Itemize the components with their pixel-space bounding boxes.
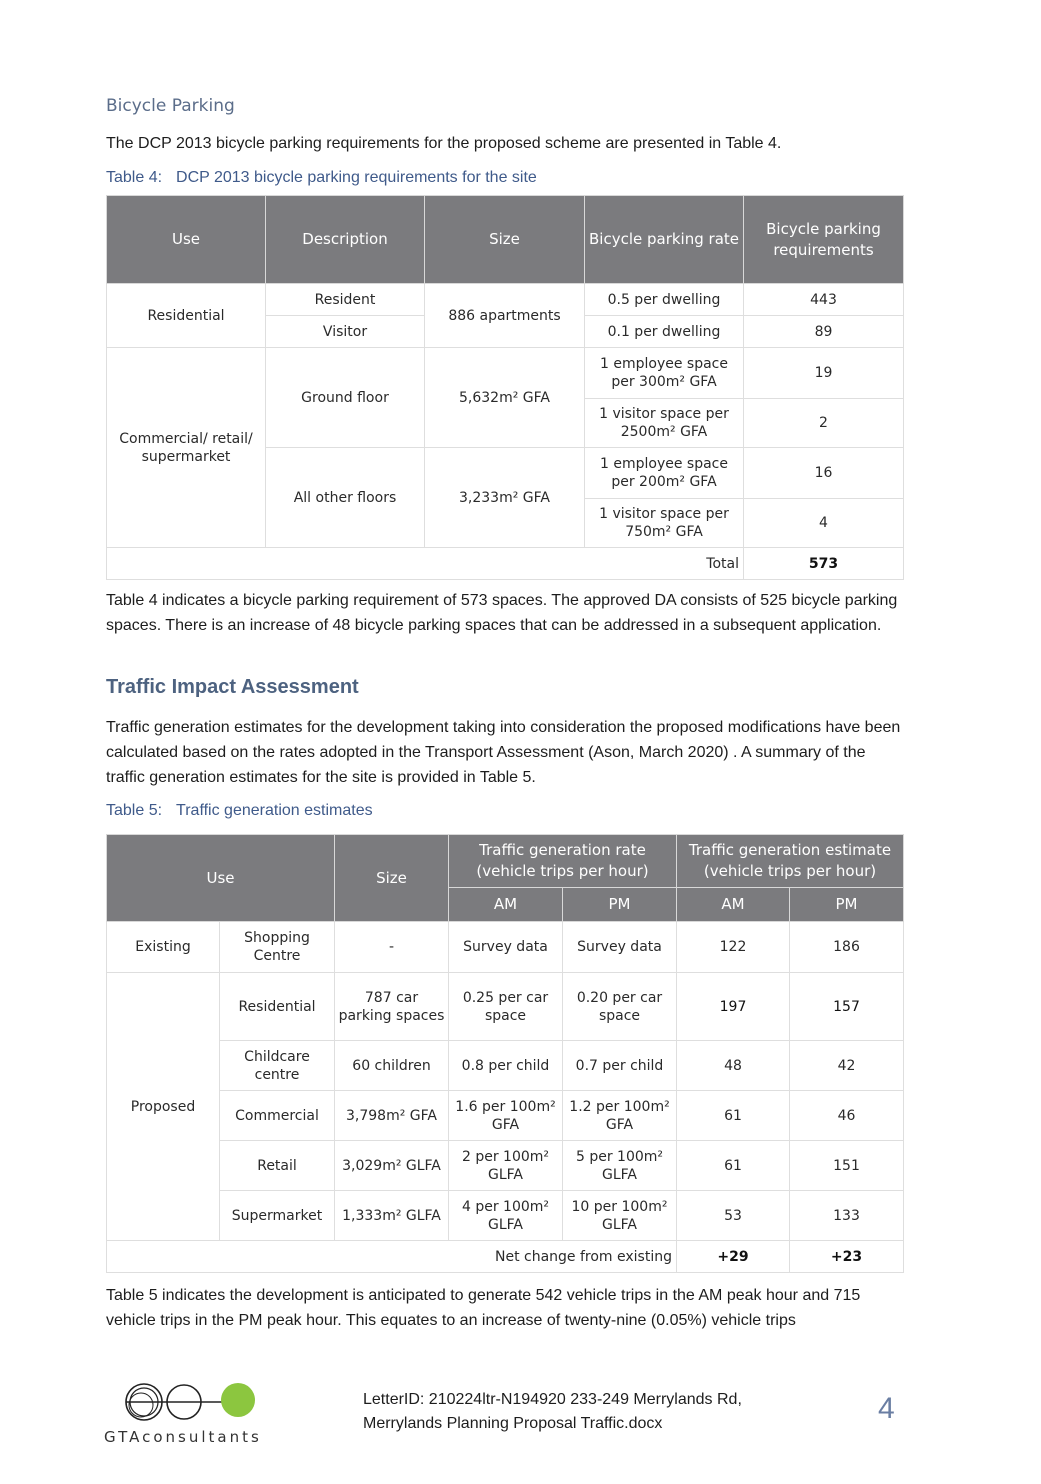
cell-estimate-am: 197 [677,973,790,1041]
traffic-paragraph: Traffic generation estimates for the development taking into consideration the proposed modifications have been calculated based on the rates adopted in the Transport Assessment (Ason, March 2020) . A summary of the traffic generation estimates for the site is provided in Table 5. [106,719,901,786]
header-generation-estimate: Traffic generation estimate (vehicle trips per hour) [677,835,904,888]
section-heading-traffic-impact: Traffic Impact Assessment [106,676,359,698]
table5-caption-text: Traffic generation estimates [176,802,373,819]
cell-use-residential: Residential [107,284,266,348]
cell-rate-other-employee: 1 employee space per 200m² GFA [585,448,744,499]
cell-estimate-pm: 186 [790,922,904,973]
cell-estimate-am: 53 [677,1191,790,1241]
bicycle-parking-table [106,195,904,580]
cell-rate-am: 0.8 per child [449,1041,563,1091]
cell-size: - [335,922,449,973]
cell-size: 3,798m² GFA [335,1091,449,1141]
cell-req-visitor: 89 [744,316,904,348]
cell-rate-am: Survey data [449,922,563,973]
cell-rate-pm: 5 per 100m² GLFA [563,1141,677,1191]
table-total-row [107,548,904,580]
table5-caption-number: Table 5: [106,802,163,819]
header-size: Size [425,196,585,284]
cell-net-change-label: Net change from existing [107,1241,677,1273]
cell-rate-ground-visitor: 1 visitor space per 2500m² GFA [585,399,744,448]
cell-size-other-floors: 3,233m² GFA [425,448,585,548]
paragraph-after-table5: Table 5 indicates the development is anticipated to generate 542 vehicle trips in the AM peak hour and 715 vehicle trips in the PM peak hour. This equates to an increase of twenty-nine (0.05%) vehicle trips [106,1287,861,1329]
header-requirements: Bicycle parking requirements [744,196,904,284]
cell-size: 60 children [335,1041,449,1091]
intro-paragraph: The DCP 2013 bicycle parking requirements for the proposed scheme are presented in Table 4. [106,135,782,152]
cell-group-proposed: Proposed [107,973,220,1241]
cell-rate-resident: 0.5 per dwelling [585,284,744,316]
cell-use: Supermarket [220,1191,335,1241]
cell-rate-pm: Survey data [563,922,677,973]
cell-rate-ground-employee: 1 employee space per 300m² GFA [585,348,744,399]
cell-estimate-am: 61 [677,1141,790,1191]
traffic-generation-table [106,834,904,1273]
table4-caption-text: DCP 2013 bicycle parking requirements for the site [176,169,537,186]
footer-letter-id-line2: Merrylands Planning Proposal Traffic.docx [363,1415,663,1432]
cell-desc-visitor: Visitor [266,316,425,348]
gta-consultants-logo [104,1378,279,1448]
cell-req-ground-visitor: 2 [744,399,904,448]
cell-use: Commercial [220,1091,335,1141]
cell-use: Residential [220,973,335,1041]
cell-size-residential: 886 apartments [425,284,585,348]
cell-use: Retail [220,1141,335,1191]
cell-net-change-am: +29 [677,1241,790,1273]
cell-rate-am: 4 per 100m² GLFA [449,1191,563,1241]
cell-rate-pm: 1.2 per 100m² GFA [563,1091,677,1141]
cell-estimate-pm: 46 [790,1091,904,1141]
cell-desc-resident: Resident [266,284,425,316]
cell-estimate-pm: 157 [790,973,904,1041]
header-rate-am: AM [449,888,563,922]
cell-rate-other-visitor: 1 visitor space per 750m² GFA [585,499,744,548]
logo-text: GTAconsultants [104,1428,262,1446]
cell-rate-am: 0.25 per car space [449,973,563,1041]
cell-req-other-employee: 16 [744,448,904,499]
header-description: Description [266,196,425,284]
table4-caption-number: Table 4: [106,169,163,186]
table-row [107,284,904,316]
header-estimate-pm: PM [790,888,904,922]
header-size: Size [335,835,449,922]
cell-desc-other-floors: All other floors [266,448,425,548]
header-generation-rate: Traffic generation rate (vehicle trips per hour) [449,835,677,888]
cell-estimate-am: 61 [677,1091,790,1141]
cell-rate-am: 2 per 100m² GLFA [449,1141,563,1191]
cell-rate-visitor: 0.1 per dwelling [585,316,744,348]
cell-size: 3,029m² GLFA [335,1141,449,1191]
cell-rate-am: 1.6 per 100m² GFA [449,1091,563,1141]
table-row [107,348,904,399]
cell-use: Shopping Centre [220,922,335,973]
cell-req-resident: 443 [744,284,904,316]
cell-req-ground-employee: 19 [744,348,904,399]
header-use: Use [107,196,266,284]
section-heading-bicycle-parking: Bicycle Parking [106,96,235,116]
table-row [107,1141,904,1191]
cell-size: 1,333m² GLFA [335,1191,449,1241]
table-header-row [107,196,904,284]
table-total-row [107,1241,904,1273]
cell-rate-pm: 10 per 100m² GLFA [563,1191,677,1241]
cell-use-commercial: Commercial/ retail/ supermarket [107,348,266,548]
cell-estimate-am: 48 [677,1041,790,1091]
footer-letter-id [363,1388,823,1436]
cell-total-label: Total [107,548,744,580]
logo-circles-icon [104,1378,264,1426]
header-use: Use [107,835,335,922]
paragraph-after-table4: Table 4 indicates a bicycle parking requirement of 573 spaces. The approved DA consists of 525 bicycle parking spaces. There is an increase of 48 bicycle parking spaces that can be addressed in a subsequent application. [106,592,898,634]
table-row [107,973,904,1041]
cell-desc-ground-floor: Ground floor [266,348,425,448]
cell-req-other-visitor: 4 [744,499,904,548]
table5-caption [106,802,373,820]
cell-size: 787 car parking spaces [335,973,449,1041]
table-row [107,1191,904,1241]
table4-caption [106,169,537,187]
cell-rate-pm: 0.20 per car space [563,973,677,1041]
cell-rate-pm: 0.7 per child [563,1041,677,1091]
cell-estimate-pm: 151 [790,1141,904,1191]
header-estimate-am: AM [677,888,790,922]
cell-net-change-pm: +23 [790,1241,904,1273]
cell-use: Childcare centre [220,1041,335,1091]
cell-estimate-pm: 133 [790,1191,904,1241]
table-row [107,922,904,973]
table-row [107,1091,904,1141]
cell-total-value: 573 [744,548,904,580]
header-rate: Bicycle parking rate [585,196,744,284]
footer-letter-id-line1: LetterID: 210224ltr-N194920 233-249 Merrylands Rd, [363,1391,742,1408]
cell-estimate-am: 122 [677,922,790,973]
page-number: 4 [878,1392,895,1425]
cell-estimate-pm: 42 [790,1041,904,1091]
table-row [107,1041,904,1091]
header-rate-pm: PM [563,888,677,922]
table-header-row [107,835,904,888]
cell-group-existing: Existing [107,922,220,973]
cell-size-ground-floor: 5,632m² GFA [425,348,585,448]
